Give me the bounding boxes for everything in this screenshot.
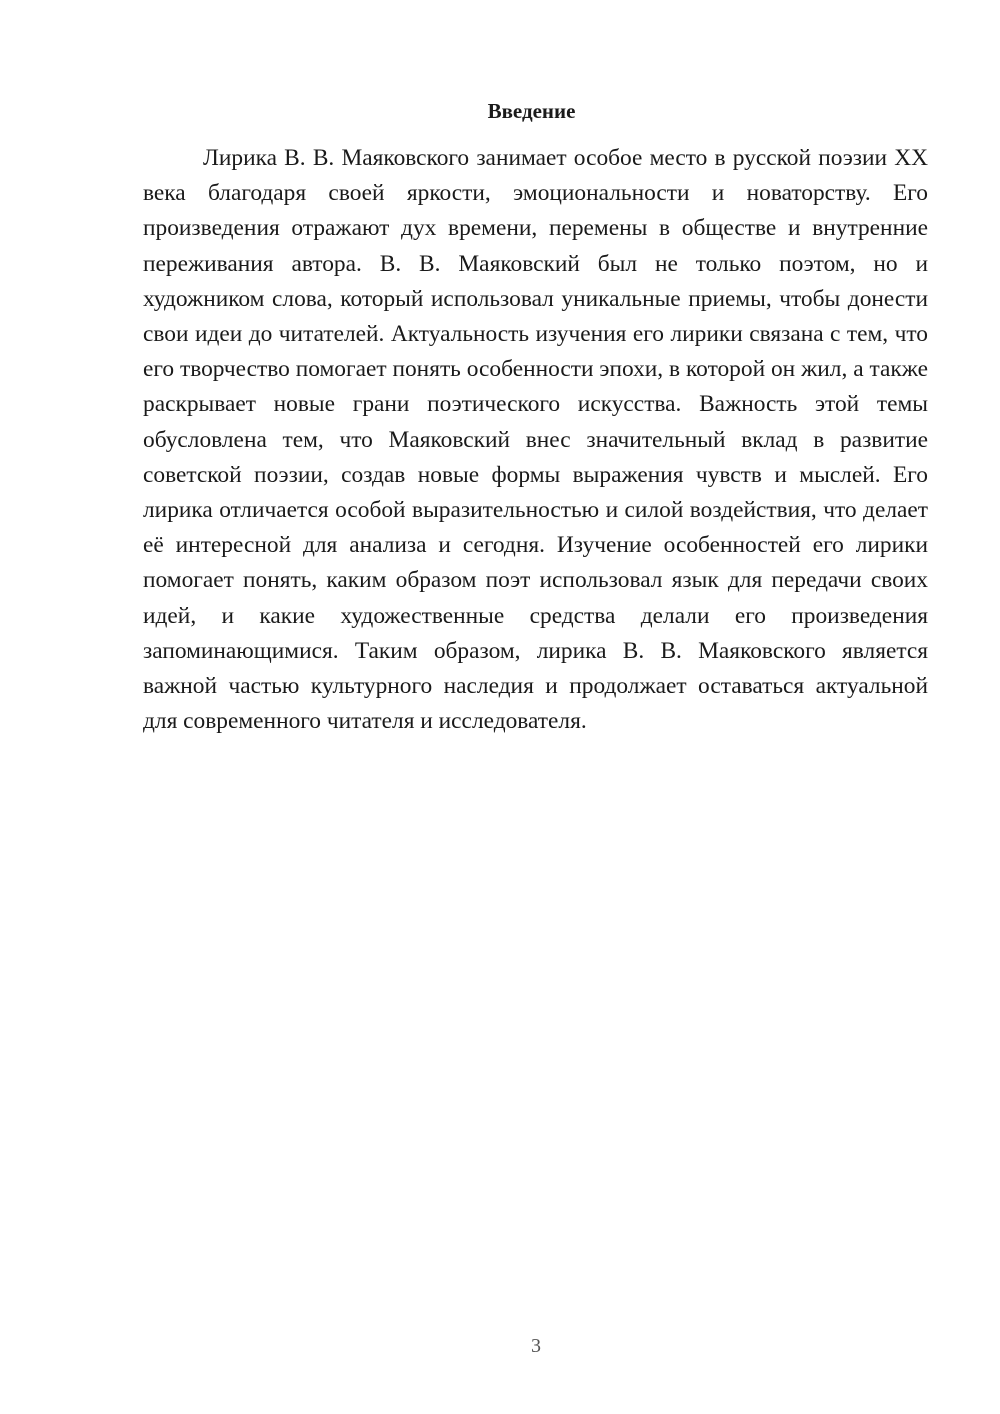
page-number: 3 — [531, 1335, 541, 1357]
section-heading-text: Введение — [487, 99, 576, 123]
section-heading — [143, 97, 928, 125]
body-paragraph: Лирика В. В. Маяковского занимает особое место в русской поэзии XX века благодаря своей яркости, эмоциональности и новаторству. Его произведения отражают дух времени, перемены в обществе и внутренние переживания автора. В. В. Маяковский был не только поэтом, но и художником слова, который использовал уникальные приемы, чтобы донести свои идеи до читателей. Актуальность изучения его лирики связана с тем, что его творчество помогает понять особенности эпохи, в которой он жил, а также раскрывает новые грани поэтического искусства. Важность этой темы обусловлена тем, что Маяковский внес значительный вклад в развитие советской поэзии, создав новые формы выражения чувств и мыслей. Его лирика отличается особой выразительностью и силой воздействия, что делает её интересной для анализа и сегодня. Изучение особенностей его лирики помогает понять, каким образом поэт использовал язык для передачи своих идей, и какие художественные средства делали его произведения запоминающимися. Таким образом, лирика В. В. Маяковского является важной частью культурного наследия и продолжает оставаться актуальной для современного читателя и исследователя. — [143, 145, 928, 735]
